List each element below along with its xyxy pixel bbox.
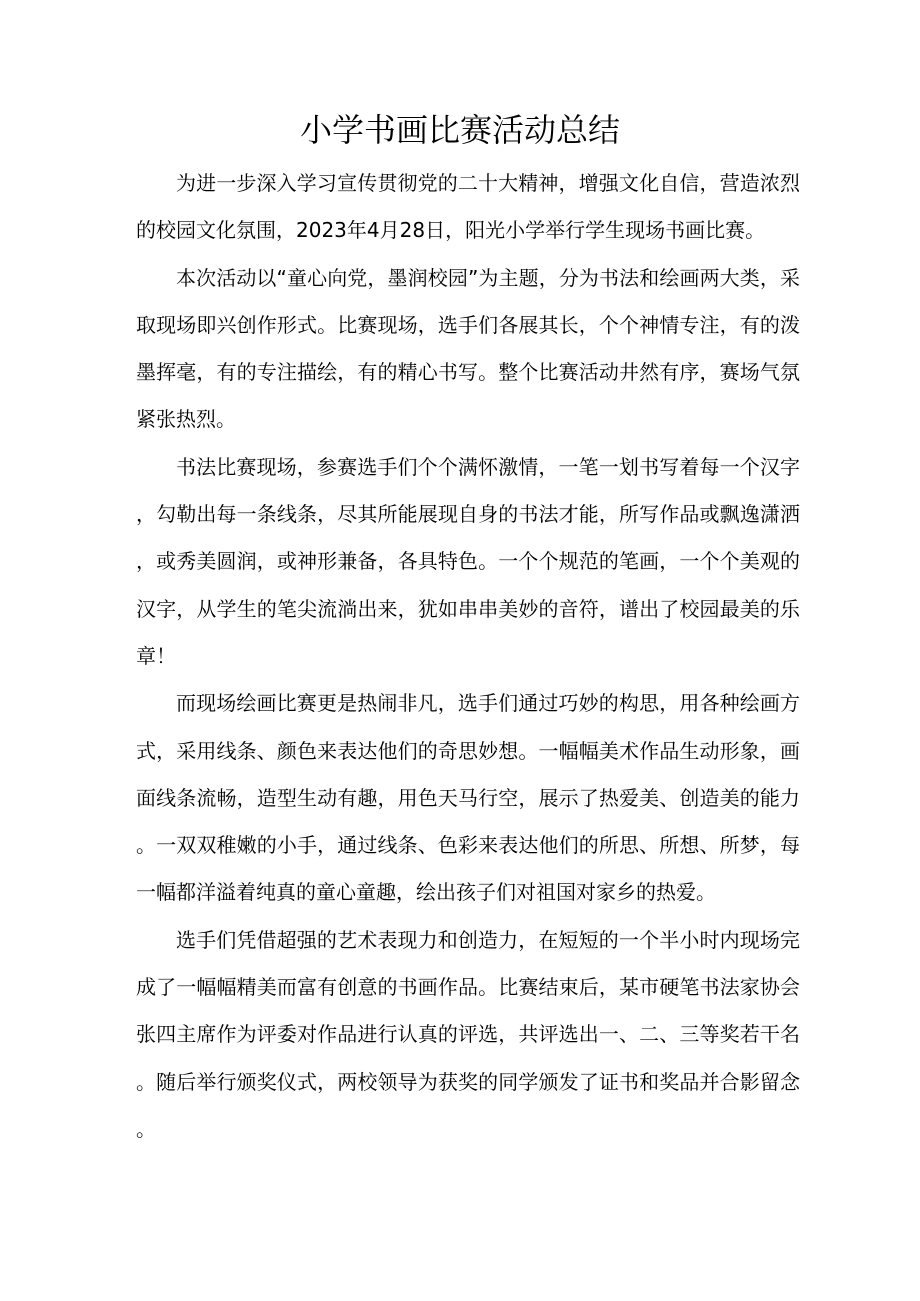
paragraph-awards: 选手们凭借超强的艺术表现力和创造力，在短短的一个半小时内现场完成了一幅幅精美而富有创意的书画作品。比赛结束后，某市硬笔书法家协会张四主席作为评委对作品进行认真的评选，共评选出一、二、三等奖若干名。随后举行颁奖仪式，两校领导为获奖的同学颁发了证书和奖品并合影留念。 — [136, 927, 800, 1141]
paragraph-painting: 而现场绘画比赛更是热闹非凡，选手们通过巧妙的构思，用各种绘画方式，采用线条、颜色来表达他们的奇思妙想。一幅幅美术作品生动形象，画面线条流畅，造型生动有趣，用色天马行空，展示了热爱美、创造美的能力。一双双稚嫩的小手，通过线条、色彩来表达他们的所思、所想、所梦，每一幅都洋溢着纯真的童心童趣，绘出孩子们对祖国对家乡的热爱。 — [136, 691, 800, 905]
document-title: 小学书画比赛活动总结 — [299, 111, 620, 149]
document-body — [136, 160, 800, 1153]
paragraph-calligraphy: 书法比赛现场，参赛选手们个个满怀激情，一笔一划书写着每一个汉字，勾勒出每一条线条，尽其所能展现自身的书法才能，所写作品或飘逸潇洒，或秀美圆润，或神形兼备，各具特色。一个个规范的笔画，一个个美观的汉字，从学生的笔尖流淌出来，犹如串串美妙的音符，谱出了校园最美的乐章！ — [136, 454, 800, 668]
paragraph-theme: 本次活动以“童心向党，墨润校园”为主题，分为书法和绘画两大类，采取现场即兴创作形式。比赛现场，选手们各展其长，个个神情专注，有的泼墨挥毫，有的专注描绘，有的精心书写。整个比赛活动井然有序，赛场气氛紧张热烈。 — [136, 265, 800, 432]
paragraph-intro: 为进一步深入学习宣传贯彻党的二十大精神，增强文化自信，营造浓烈的校园文化氛围，2023年4月28日，阳光小学举行学生现场书画比赛。 — [136, 171, 800, 243]
